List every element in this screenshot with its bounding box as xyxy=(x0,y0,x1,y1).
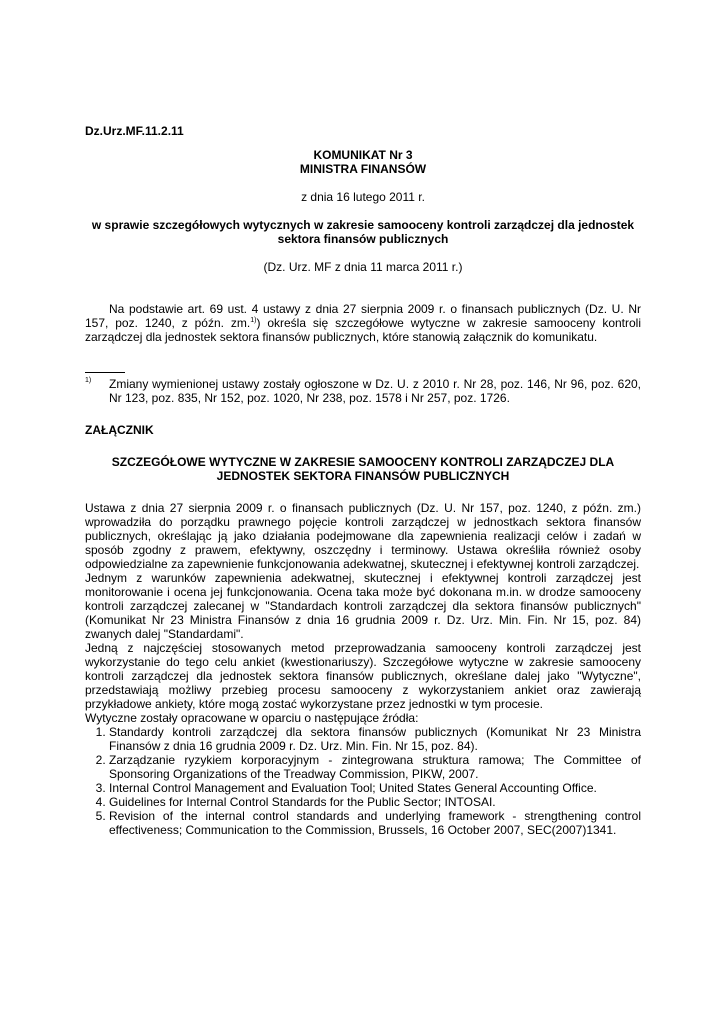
announcement-title xyxy=(85,148,641,176)
footnote xyxy=(85,377,641,405)
official-journal-reference: Dz.Urz.MF.11.2.11 xyxy=(85,124,184,138)
publication-reference: (Dz. Urz. MF z dnia 11 marca 2011 r.) xyxy=(263,260,463,274)
list-item: 1. Standardy kontroli zarządczej dla sektora finansów publicznych (Komunikat Nr 23 Ministra Finansów z dnia 16 grudnia 2009 r. Dz. Urz. Min. Fin. Nr 15, poz. 84). xyxy=(109,725,641,753)
legal-basis-text-start: Na podstawie art. 69 ust. 4 ustawy z dnia 27 sierpnia 2009 r. o finansach publicznych (Dz. U. Nr 157, poz. 1240, z późn. zm. xyxy=(85,302,641,330)
legal-basis-text-end: ) określa się szczegółowe wytyczne w zakresie samooceny kontroli zarządczej dla jednostek sektora finansów publicznych, które stanowią załącznik do komunikatu. xyxy=(85,316,642,344)
sources-list xyxy=(85,725,641,837)
announcement-date: z dnia 16 lutego 2011 r. xyxy=(301,190,425,204)
annex-paragraph-1: Ustawa z dnia 27 sierpnia 2009 r. o finansach publicznych (Dz. U. Nr 157, poz. 1240, z późn. zm.) wprowadziła do porządku prawnego pojęcie kontroli zarządczej w jednostkach sektora finansów publicznych, określając ją jako działania podejmowane dla zapewnienia realizacji celów i zadań w sposób zgodny z prawem, efektywny, oszczędny i terminowy. Ustawa określiła również osoby odpowiedzialne za zapewnienie funkcjonowania adekwatnej, skutecznej i efektywnej kontroli zarządczej. xyxy=(85,501,641,571)
list-item: 5. Revision of the internal control standards and underlying framework - strengthening control effectiveness; Communication to the Commission, Brussels, 16 October 2007, SEC(2007)1341. xyxy=(109,809,641,837)
annex-paragraph-2: Jednym z warunków zapewnienia adekwatnej, skutecznej i efektywnej kontroli zarządczej jest monitorowanie i ocena jej funkcjonowania. Ocena taka może być dokonana m.in. w drodze samooceny kontroli zarządczej zalecanej w "Standardach kontroli zarządczej dla sektora finansów publicznych" (Komunikat Nr 23 Ministra Finansów z dnia 16 grudnia 2009 r. Dz. Urz. Min. Fin. Nr 15, poz. 84) zwanych dalej "Standardami". xyxy=(85,571,641,641)
footnote-mark: 1) xyxy=(85,377,92,384)
annex-paragraph-3: Jedną z najczęściej stosowanych metod przeprowadzania samooceny kontroli zarządczej jest wykorzystanie do tego celu ankiet (kwestionariuszy). Szczegółowe wytyczne w zakresie samooceny kontroli zarządczej dla jednostek sektora finansów publicznych, określane dalej jako "Wytyczne", przedstawiają możliwy przebieg procesu samooceny z wykorzystaniem ankiet oraz zawierają przykładowe ankiety, które mogą zostać wykorzystane przez jednostki w tym procesie. xyxy=(85,641,641,711)
list-item: 2. Zarządzanie ryzykiem korporacyjnym - zintegrowana struktura ramowa; The Committee of Sponsoring Organizations of the Treadway Commission, PIKW, 2007. xyxy=(109,753,641,781)
annex-heading: ZAŁĄCZNIK xyxy=(85,423,154,437)
legal-basis-paragraph xyxy=(85,302,641,344)
issuer-name: MINISTRA FINANSÓW xyxy=(299,162,427,176)
announcement-number: KOMUNIKAT Nr 3 xyxy=(313,148,413,162)
footnote-text: Zmiany wymienionej ustawy zostały ogłoszone w Dz. U. z 2010 r. Nr 28, poz. 146, Nr 96, poz. 620, Nr 123, poz. 835, Nr 152, poz. 1020, Nr 238, poz. 1578 i Nr 257, poz. 1726. xyxy=(109,377,641,405)
list-item: 3. Internal Control Management and Evaluation Tool; United States General Accounting Office. xyxy=(109,781,641,795)
document-page xyxy=(85,124,641,837)
footnote-reference: 1) xyxy=(250,317,257,324)
footnote-divider xyxy=(85,372,125,373)
announcement-subject: w sprawie szczegółowych wytycznych w zakresie samooceny kontroli zarządczej dla jednostek sektora finansów publicznych xyxy=(91,218,635,246)
list-item: 4. Guidelines for Internal Control Standards for the Public Sector; INTOSAI. xyxy=(109,795,641,809)
annex-title: SZCZEGÓŁOWE WYTYCZNE W ZAKRESIE SAMOOCENY KONTROLI ZARZĄDCZEJ DLA JEDNOSTEK SEKTORA FINANSÓW PUBLICZNYCH xyxy=(111,455,615,483)
annex-body xyxy=(85,501,641,837)
annex-paragraph-4: Wytyczne zostały opracowane w oparciu o następujące źródła: xyxy=(85,711,419,725)
